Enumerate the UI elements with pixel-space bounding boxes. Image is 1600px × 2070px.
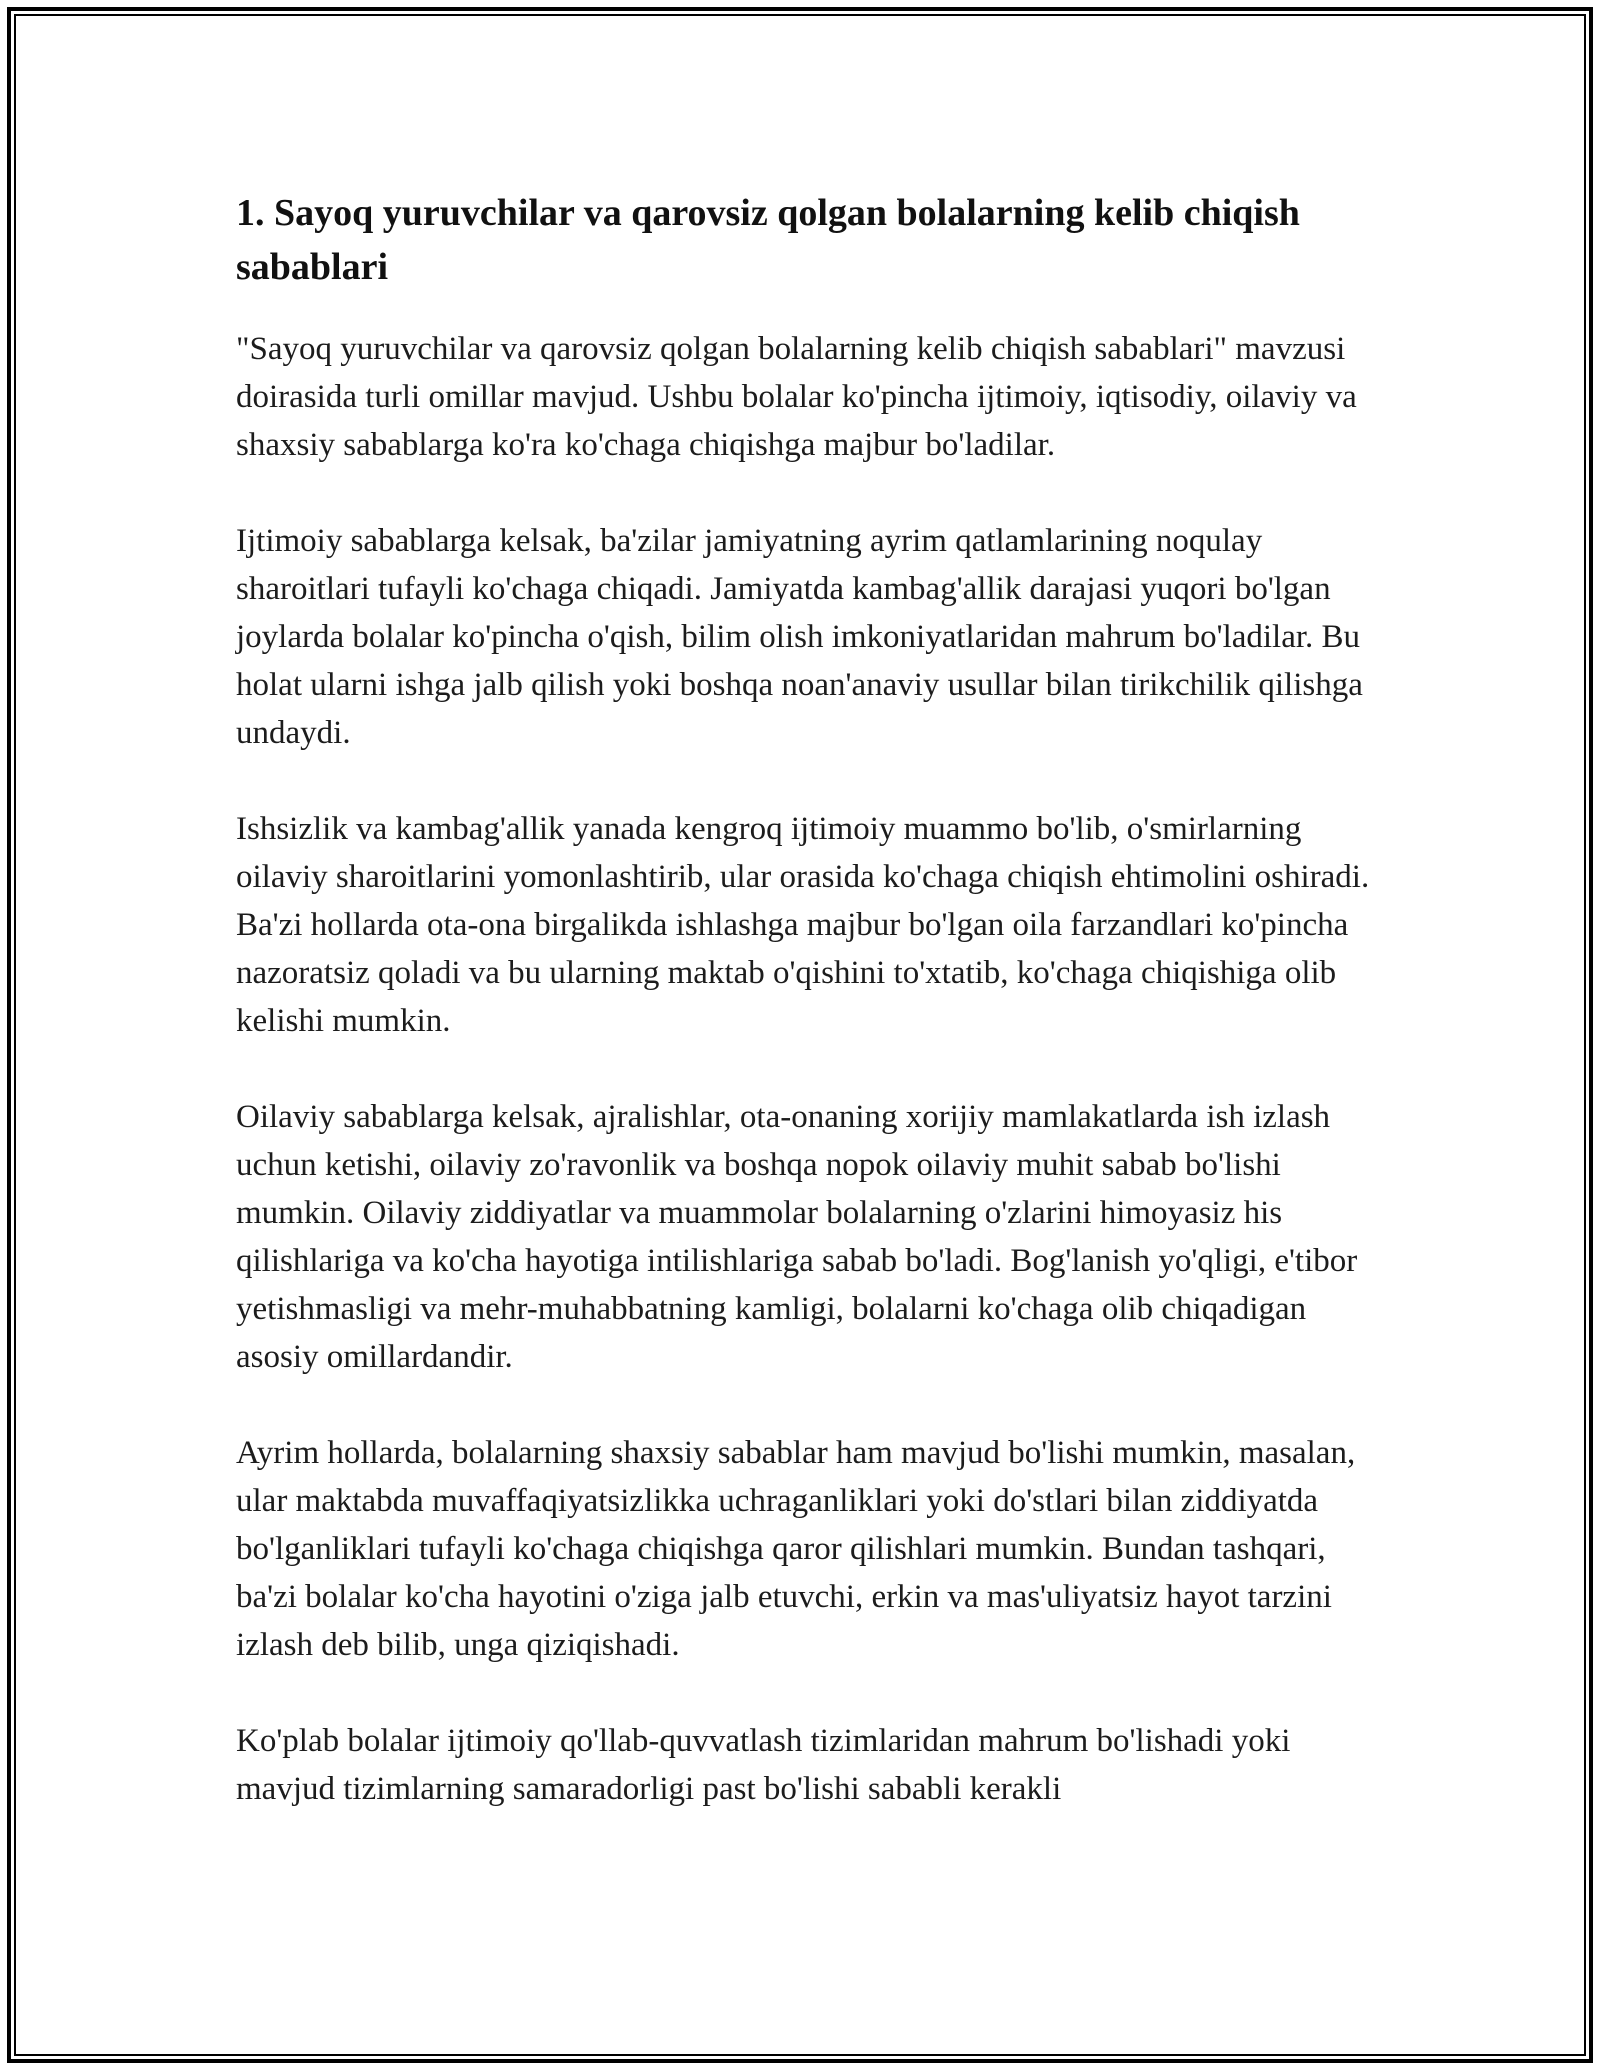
section-heading: 1. Sayoq yuruvchilar va qarovsiz qolgan bolalarning kelib chiqish sabablari: [236, 192, 1300, 288]
paragraph-social-support: Ko'plab bolalar ijtimoiy qo'llab-quvvatlash tizimlaridan mahrum bo'lishadi yoki mavjud tizimlarning samaradorligi past bo'lishi sababli kerakli: [236, 1723, 1291, 1807]
paragraph-social-causes: Ijtimoiy sabablarga kelsak, ba'zilar jamiyatning ayrim qatlamlarining noqulay sharoitlari tufayli ko'chaga chiqadi. Jamiyatda kambag'allik darajasi yuqori bo'lgan joylarda bolalar ko'pincha o'qish, bilim olish imkoniyatlaridan mahrum bo'ladilar. Bu holat ularni ishga jalb qilish yoki boshqa noan'anaviy usullar bilan tirikchilik qilishga undaydi.: [236, 523, 1363, 751]
paragraph-intro: "Sayoq yuruvchilar va qarovsiz qolgan bolalarning kelib chiqish sabablari" mavzusi doirasida turli omillar mavjud. Ushbu bolalar ko'pincha ijtimoiy, iqtisodiy, oilaviy va shaxsiy sabablarga ko'ra ko'chaga chiqishga majbur bo'ladilar.: [236, 331, 1357, 463]
paragraph-family-causes: Oilaviy sabablarga kelsak, ajralishlar, ota-onaning xorijiy mamlakatlarda ish izlash uchun ketishi, oilaviy zo'ravonlik va boshqa nopok oilaviy muhit sabab bo'lishi mumkin. Oilaviy ziddiyatlar va muammolar bolalarning o'zlarini himoyasiz his qilishlariga va ko'cha hayotiga intilishlariga sabab bo'ladi. Bog'lanish yo'qligi, e'tibor yetishmasligi va mehr-muhabbatning kamligi, bolalarni ko'chaga olib chiqadigan asosiy omillardandir.: [236, 1099, 1358, 1375]
paragraph-personal-causes: Ayrim hollarda, bolalarning shaxsiy sabablar ham mavjud bo'lishi mumkin, masalan, ular maktabda muvaffaqiyatsizlikka uchraganliklari yoki do'stlari bilan ziddiyatda bo'lganliklari tufayli ko'chaga chiqishga qaror qilishlari mumkin. Bundan tashqari, ba'zi bolalar ko'cha hayotini o'ziga jalb etuvchi, erkin va mas'uliyatsiz hayot tarzini izlash deb bilib, unga qiziqishadi.: [236, 1435, 1356, 1663]
document-body: [236, 186, 1372, 1813]
paragraph-unemployment: Ishsizlik va kambag'allik yanada kengroq ijtimoiy muammo bo'lib, o'smirlarning oilaviy sharoitlarini yomonlashtirib, ular orasida ko'chaga chiqish ehtimolini oshiradi. Ba'zi hollarda ota-ona birgalikda ishlashga majbur bo'lgan oila farzandlari ko'pincha nazoratsiz qoladi va bu ularning maktab o'qishini to'xtatib, ko'chaga chiqishiga olib kelishi mumkin.: [236, 811, 1370, 1039]
